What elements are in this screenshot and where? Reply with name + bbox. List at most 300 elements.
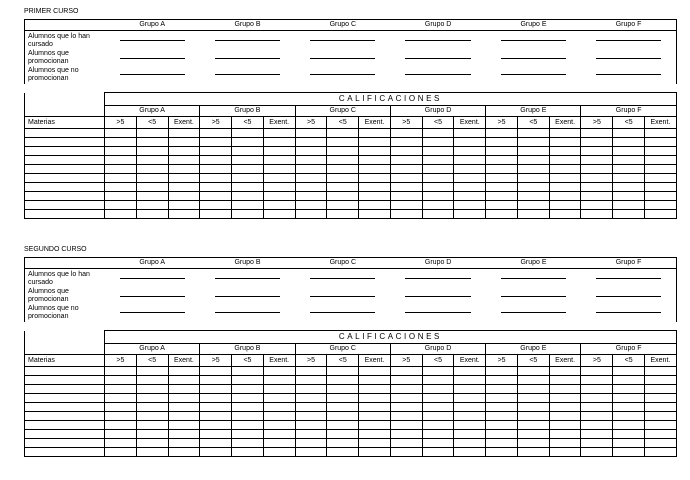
grade-cell[interactable] [168, 403, 200, 412]
grade-cell[interactable] [549, 421, 581, 430]
grade-cell[interactable] [168, 129, 200, 138]
grade-cell[interactable] [390, 403, 422, 412]
grade-cell[interactable] [136, 210, 168, 219]
grade-cell[interactable] [168, 147, 200, 156]
materia-cell[interactable] [25, 165, 105, 174]
grade-cell[interactable] [136, 421, 168, 430]
grade-cell[interactable] [454, 439, 486, 448]
grade-cell[interactable] [232, 376, 264, 385]
grade-cell[interactable] [517, 129, 549, 138]
grade-cell[interactable] [549, 183, 581, 192]
grade-cell[interactable] [232, 394, 264, 403]
blank-line[interactable] [215, 40, 280, 41]
blank-line[interactable] [405, 58, 470, 59]
grade-cell[interactable] [200, 448, 232, 457]
grade-cell[interactable] [613, 376, 645, 385]
grade-cell[interactable] [517, 183, 549, 192]
grade-cell[interactable] [486, 439, 518, 448]
grade-cell[interactable] [581, 210, 613, 219]
grade-cell[interactable] [359, 385, 391, 394]
grade-cell[interactable] [645, 165, 677, 174]
grade-cell[interactable] [105, 439, 137, 448]
grade-cell[interactable] [581, 183, 613, 192]
grade-cell[interactable] [105, 156, 137, 165]
materia-cell[interactable] [25, 129, 105, 138]
grade-cell[interactable] [645, 385, 677, 394]
grade-cell[interactable] [263, 210, 295, 219]
grade-cell[interactable] [263, 385, 295, 394]
grade-cell[interactable] [517, 439, 549, 448]
grade-cell[interactable] [581, 165, 613, 174]
grade-cell[interactable] [613, 174, 645, 183]
grade-cell[interactable] [359, 421, 391, 430]
grade-cell[interactable] [581, 385, 613, 394]
grade-cell[interactable] [168, 367, 200, 376]
grade-cell[interactable] [486, 394, 518, 403]
grade-cell[interactable] [327, 156, 359, 165]
grade-cell[interactable] [422, 147, 454, 156]
materia-cell[interactable] [25, 430, 105, 439]
grade-cell[interactable] [581, 430, 613, 439]
blank-line[interactable] [215, 58, 280, 59]
grade-cell[interactable] [295, 192, 327, 201]
grade-cell[interactable] [359, 376, 391, 385]
grade-cell[interactable] [486, 421, 518, 430]
grade-cell[interactable] [581, 367, 613, 376]
grade-cell[interactable] [422, 376, 454, 385]
blank-line[interactable] [405, 312, 470, 313]
grade-cell[interactable] [232, 156, 264, 165]
grade-cell[interactable] [327, 147, 359, 156]
grade-cell[interactable] [295, 174, 327, 183]
grade-cell[interactable] [136, 412, 168, 421]
grade-cell[interactable] [200, 439, 232, 448]
grade-cell[interactable] [295, 376, 327, 385]
grade-cell[interactable] [486, 129, 518, 138]
grade-cell[interactable] [263, 174, 295, 183]
grade-cell[interactable] [105, 192, 137, 201]
grade-cell[interactable] [486, 183, 518, 192]
grade-cell[interactable] [454, 367, 486, 376]
materia-cell[interactable] [25, 174, 105, 183]
blank-line[interactable] [310, 312, 375, 313]
grade-cell[interactable] [390, 129, 422, 138]
grade-cell[interactable] [549, 138, 581, 147]
grade-cell[interactable] [136, 385, 168, 394]
blank-line[interactable] [405, 40, 470, 41]
grade-cell[interactable] [581, 156, 613, 165]
grade-cell[interactable] [295, 430, 327, 439]
grade-cell[interactable] [390, 394, 422, 403]
grade-cell[interactable] [263, 147, 295, 156]
materia-cell[interactable] [25, 421, 105, 430]
materia-cell[interactable] [25, 192, 105, 201]
grade-cell[interactable] [263, 183, 295, 192]
grade-cell[interactable] [645, 367, 677, 376]
grade-cell[interactable] [168, 430, 200, 439]
grade-cell[interactable] [136, 448, 168, 457]
blank-line[interactable] [120, 40, 185, 41]
grade-cell[interactable] [105, 412, 137, 421]
grade-cell[interactable] [136, 192, 168, 201]
grade-cell[interactable] [327, 192, 359, 201]
grade-cell[interactable] [327, 138, 359, 147]
grade-cell[interactable] [263, 403, 295, 412]
grade-cell[interactable] [359, 129, 391, 138]
grade-cell[interactable] [422, 448, 454, 457]
grade-cell[interactable] [359, 412, 391, 421]
grade-cell[interactable] [263, 201, 295, 210]
grade-cell[interactable] [422, 439, 454, 448]
grade-cell[interactable] [517, 367, 549, 376]
grade-cell[interactable] [327, 403, 359, 412]
grade-cell[interactable] [581, 376, 613, 385]
grade-cell[interactable] [136, 183, 168, 192]
grade-cell[interactable] [200, 412, 232, 421]
grade-cell[interactable] [422, 174, 454, 183]
grade-cell[interactable] [390, 367, 422, 376]
grade-cell[interactable] [200, 183, 232, 192]
grade-cell[interactable] [168, 210, 200, 219]
grade-cell[interactable] [613, 385, 645, 394]
grade-cell[interactable] [263, 439, 295, 448]
grade-cell[interactable] [390, 183, 422, 192]
grade-cell[interactable] [359, 439, 391, 448]
blank-line[interactable] [596, 312, 661, 313]
grade-cell[interactable] [200, 138, 232, 147]
grade-cell[interactable] [422, 165, 454, 174]
blank-line[interactable] [501, 40, 566, 41]
grade-cell[interactable] [200, 201, 232, 210]
grade-cell[interactable] [295, 412, 327, 421]
grade-cell[interactable] [422, 192, 454, 201]
grade-cell[interactable] [454, 394, 486, 403]
grade-cell[interactable] [359, 403, 391, 412]
grade-cell[interactable] [295, 138, 327, 147]
grade-cell[interactable] [359, 448, 391, 457]
grade-cell[interactable] [645, 430, 677, 439]
blank-line[interactable] [215, 278, 280, 279]
grade-cell[interactable] [263, 394, 295, 403]
grade-cell[interactable] [232, 439, 264, 448]
grade-cell[interactable] [136, 403, 168, 412]
grade-cell[interactable] [549, 174, 581, 183]
grade-cell[interactable] [200, 367, 232, 376]
grade-cell[interactable] [422, 430, 454, 439]
grade-cell[interactable] [105, 129, 137, 138]
grade-cell[interactable] [517, 210, 549, 219]
grade-cell[interactable] [390, 448, 422, 457]
grade-cell[interactable] [263, 138, 295, 147]
grade-cell[interactable] [613, 183, 645, 192]
grade-cell[interactable] [168, 174, 200, 183]
grade-cell[interactable] [200, 403, 232, 412]
grade-cell[interactable] [327, 448, 359, 457]
grade-cell[interactable] [549, 412, 581, 421]
grade-cell[interactable] [232, 210, 264, 219]
materia-cell[interactable] [25, 210, 105, 219]
grade-cell[interactable] [454, 156, 486, 165]
grade-cell[interactable] [136, 147, 168, 156]
grade-cell[interactable] [486, 192, 518, 201]
grade-cell[interactable] [549, 156, 581, 165]
grade-cell[interactable] [136, 201, 168, 210]
grade-cell[interactable] [549, 201, 581, 210]
grade-cell[interactable] [517, 448, 549, 457]
grade-cell[interactable] [136, 439, 168, 448]
grade-cell[interactable] [517, 403, 549, 412]
grade-cell[interactable] [327, 129, 359, 138]
grade-cell[interactable] [105, 183, 137, 192]
grade-cell[interactable] [359, 210, 391, 219]
grade-cell[interactable] [327, 367, 359, 376]
grade-cell[interactable] [200, 165, 232, 174]
grade-cell[interactable] [200, 210, 232, 219]
grade-cell[interactable] [517, 385, 549, 394]
grade-cell[interactable] [581, 394, 613, 403]
grade-cell[interactable] [105, 147, 137, 156]
materia-cell[interactable] [25, 156, 105, 165]
blank-line[interactable] [501, 296, 566, 297]
materia-cell[interactable] [25, 439, 105, 448]
grade-cell[interactable] [359, 430, 391, 439]
grade-cell[interactable] [422, 138, 454, 147]
grade-cell[interactable] [549, 430, 581, 439]
grade-cell[interactable] [200, 147, 232, 156]
blank-line[interactable] [596, 40, 661, 41]
grade-cell[interactable] [517, 201, 549, 210]
grade-cell[interactable] [549, 376, 581, 385]
grade-cell[interactable] [105, 421, 137, 430]
grade-cell[interactable] [295, 210, 327, 219]
grade-cell[interactable] [327, 174, 359, 183]
grade-cell[interactable] [359, 174, 391, 183]
grade-cell[interactable] [327, 421, 359, 430]
grade-cell[interactable] [454, 183, 486, 192]
blank-line[interactable] [596, 296, 661, 297]
grade-cell[interactable] [295, 183, 327, 192]
grade-cell[interactable] [168, 394, 200, 403]
grade-cell[interactable] [263, 421, 295, 430]
blank-line[interactable] [120, 312, 185, 313]
grade-cell[interactable] [581, 174, 613, 183]
grade-cell[interactable] [517, 430, 549, 439]
materia-cell[interactable] [25, 183, 105, 192]
grade-cell[interactable] [390, 156, 422, 165]
grade-cell[interactable] [422, 367, 454, 376]
grade-cell[interactable] [645, 183, 677, 192]
grade-cell[interactable] [454, 210, 486, 219]
materia-cell[interactable] [25, 147, 105, 156]
grade-cell[interactable] [232, 138, 264, 147]
grade-cell[interactable] [549, 165, 581, 174]
grade-cell[interactable] [232, 385, 264, 394]
grade-cell[interactable] [232, 403, 264, 412]
grade-cell[interactable] [232, 147, 264, 156]
grade-cell[interactable] [517, 376, 549, 385]
grade-cell[interactable] [645, 394, 677, 403]
grade-cell[interactable] [454, 385, 486, 394]
materia-cell[interactable] [25, 138, 105, 147]
grade-cell[interactable] [232, 165, 264, 174]
grade-cell[interactable] [454, 448, 486, 457]
materia-cell[interactable] [25, 201, 105, 210]
grade-cell[interactable] [263, 448, 295, 457]
grade-cell[interactable] [613, 210, 645, 219]
grade-cell[interactable] [136, 394, 168, 403]
grade-cell[interactable] [486, 448, 518, 457]
grade-cell[interactable] [168, 165, 200, 174]
grade-cell[interactable] [454, 201, 486, 210]
grade-cell[interactable] [232, 421, 264, 430]
grade-cell[interactable] [263, 165, 295, 174]
grade-cell[interactable] [422, 129, 454, 138]
grade-cell[interactable] [549, 448, 581, 457]
grade-cell[interactable] [295, 129, 327, 138]
grade-cell[interactable] [422, 403, 454, 412]
grade-cell[interactable] [613, 367, 645, 376]
grade-cell[interactable] [390, 165, 422, 174]
grade-cell[interactable] [645, 439, 677, 448]
grade-cell[interactable] [168, 439, 200, 448]
grade-cell[interactable] [517, 421, 549, 430]
grade-cell[interactable] [390, 421, 422, 430]
grade-cell[interactable] [136, 138, 168, 147]
grade-cell[interactable] [105, 430, 137, 439]
grade-cell[interactable] [422, 210, 454, 219]
grade-cell[interactable] [517, 174, 549, 183]
grade-cell[interactable] [645, 412, 677, 421]
grade-cell[interactable] [232, 430, 264, 439]
grade-cell[interactable] [454, 174, 486, 183]
grade-cell[interactable] [549, 385, 581, 394]
grade-cell[interactable] [454, 192, 486, 201]
grade-cell[interactable] [359, 183, 391, 192]
grade-cell[interactable] [295, 421, 327, 430]
blank-line[interactable] [596, 74, 661, 75]
grade-cell[interactable] [422, 421, 454, 430]
grade-cell[interactable] [613, 439, 645, 448]
grade-cell[interactable] [136, 174, 168, 183]
grade-cell[interactable] [327, 439, 359, 448]
grade-cell[interactable] [327, 394, 359, 403]
grade-cell[interactable] [263, 376, 295, 385]
grade-cell[interactable] [168, 201, 200, 210]
grade-cell[interactable] [486, 403, 518, 412]
grade-cell[interactable] [454, 147, 486, 156]
blank-line[interactable] [596, 58, 661, 59]
materia-cell[interactable] [25, 376, 105, 385]
grade-cell[interactable] [200, 192, 232, 201]
grade-cell[interactable] [168, 412, 200, 421]
grade-cell[interactable] [486, 385, 518, 394]
grade-cell[interactable] [645, 156, 677, 165]
grade-cell[interactable] [486, 156, 518, 165]
grade-cell[interactable] [105, 403, 137, 412]
grade-cell[interactable] [359, 138, 391, 147]
grade-cell[interactable] [645, 129, 677, 138]
grade-cell[interactable] [581, 421, 613, 430]
grade-cell[interactable] [517, 394, 549, 403]
grade-cell[interactable] [645, 376, 677, 385]
grade-cell[interactable] [486, 174, 518, 183]
grade-cell[interactable] [136, 156, 168, 165]
grade-cell[interactable] [168, 156, 200, 165]
grade-cell[interactable] [105, 201, 137, 210]
blank-line[interactable] [120, 278, 185, 279]
grade-cell[interactable] [390, 376, 422, 385]
blank-line[interactable] [501, 312, 566, 313]
grade-cell[interactable] [105, 138, 137, 147]
materia-cell[interactable] [25, 403, 105, 412]
grade-cell[interactable] [517, 138, 549, 147]
grade-cell[interactable] [232, 412, 264, 421]
grade-cell[interactable] [232, 448, 264, 457]
blank-line[interactable] [501, 74, 566, 75]
grade-cell[interactable] [295, 394, 327, 403]
grade-cell[interactable] [105, 174, 137, 183]
materia-cell[interactable] [25, 385, 105, 394]
blank-line[interactable] [310, 278, 375, 279]
grade-cell[interactable] [390, 192, 422, 201]
grade-cell[interactable] [359, 201, 391, 210]
grade-cell[interactable] [613, 165, 645, 174]
grade-cell[interactable] [581, 192, 613, 201]
grade-cell[interactable] [232, 367, 264, 376]
grade-cell[interactable] [295, 147, 327, 156]
grade-cell[interactable] [295, 201, 327, 210]
grade-cell[interactable] [105, 376, 137, 385]
grade-cell[interactable] [232, 174, 264, 183]
grade-cell[interactable] [613, 394, 645, 403]
grade-cell[interactable] [390, 430, 422, 439]
materia-cell[interactable] [25, 448, 105, 457]
grade-cell[interactable] [486, 412, 518, 421]
grade-cell[interactable] [645, 147, 677, 156]
blank-line[interactable] [310, 40, 375, 41]
grade-cell[interactable] [263, 129, 295, 138]
grade-cell[interactable] [486, 138, 518, 147]
grade-cell[interactable] [613, 129, 645, 138]
grade-cell[interactable] [136, 376, 168, 385]
grade-cell[interactable] [136, 129, 168, 138]
grade-cell[interactable] [517, 165, 549, 174]
grade-cell[interactable] [549, 367, 581, 376]
grade-cell[interactable] [645, 174, 677, 183]
grade-cell[interactable] [200, 430, 232, 439]
grade-cell[interactable] [327, 412, 359, 421]
blank-line[interactable] [405, 278, 470, 279]
grade-cell[interactable] [422, 385, 454, 394]
grade-cell[interactable] [359, 192, 391, 201]
blank-line[interactable] [310, 74, 375, 75]
grade-cell[interactable] [105, 448, 137, 457]
grade-cell[interactable] [359, 147, 391, 156]
blank-line[interactable] [501, 58, 566, 59]
grade-cell[interactable] [486, 165, 518, 174]
blank-line[interactable] [120, 58, 185, 59]
grade-cell[interactable] [295, 439, 327, 448]
grade-cell[interactable] [359, 165, 391, 174]
grade-cell[interactable] [295, 156, 327, 165]
grade-cell[interactable] [613, 156, 645, 165]
grade-cell[interactable] [263, 367, 295, 376]
grade-cell[interactable] [645, 138, 677, 147]
blank-line[interactable] [405, 296, 470, 297]
grade-cell[interactable] [327, 376, 359, 385]
grade-cell[interactable] [390, 201, 422, 210]
grade-cell[interactable] [581, 129, 613, 138]
